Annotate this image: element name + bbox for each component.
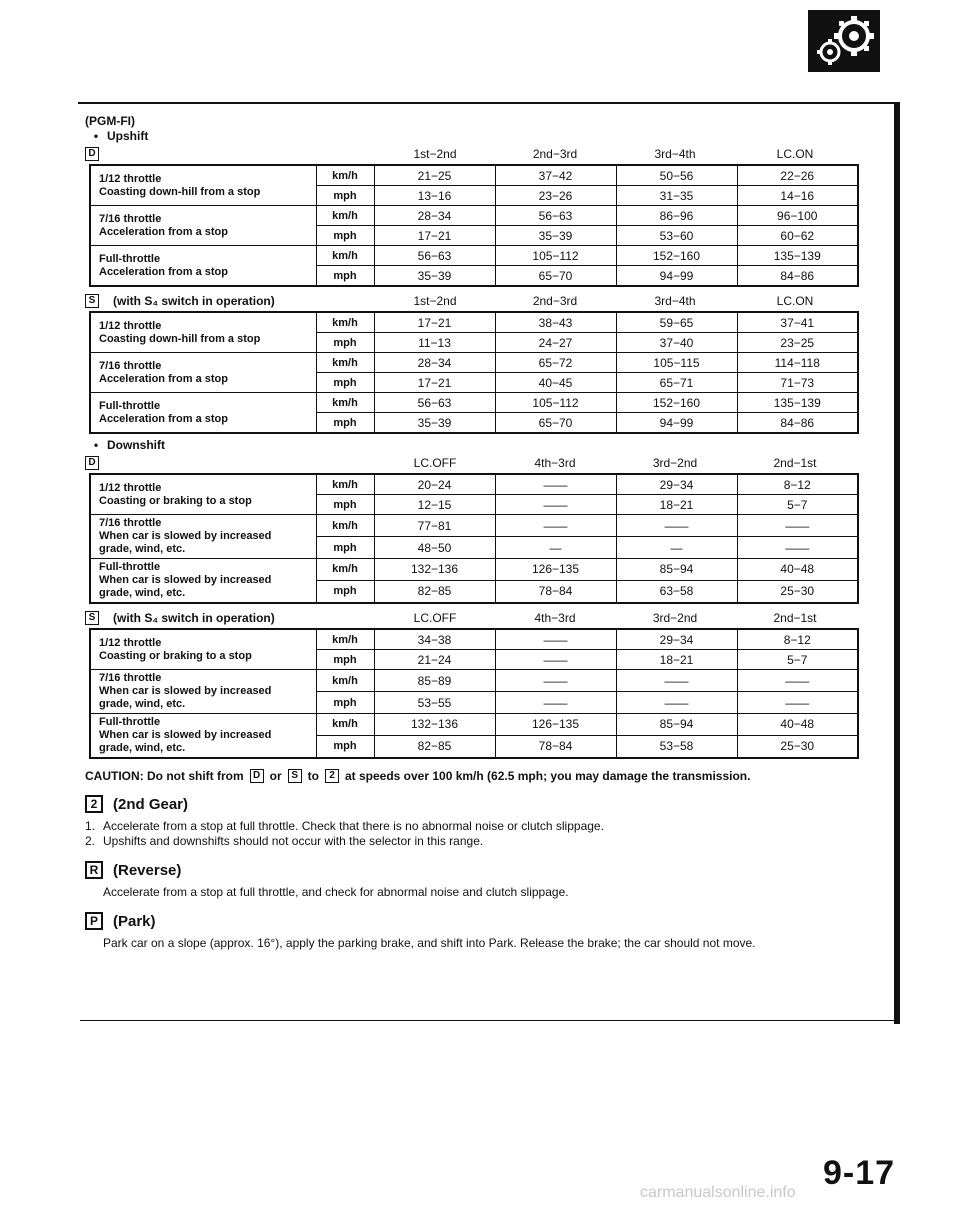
unit-cell: km/h — [316, 670, 374, 692]
downshift-s-column-header — [85, 608, 885, 628]
speed-cell: 126−135 — [495, 714, 616, 736]
speed-cell: 132−136 — [374, 559, 495, 581]
speed-cell: 21−24 — [374, 650, 495, 670]
condition-cell — [90, 246, 316, 287]
speed-cell: 29−34 — [616, 629, 737, 650]
upshift-s-table — [89, 311, 859, 434]
speed-cell: 63−58 — [616, 580, 737, 603]
table-row — [90, 670, 858, 692]
gear-2-icon: 2 — [325, 769, 339, 783]
condition-line: 7/16 throttle — [99, 359, 162, 372]
condition-line: grade, wind, etc. — [99, 543, 186, 555]
unit-cell: mph — [316, 495, 374, 515]
speed-cell: —— — [616, 692, 737, 714]
condition-line: 1/12 throttle — [99, 172, 162, 185]
gear-s-icon: S — [85, 611, 99, 625]
condition-line: Full-throttle — [99, 716, 161, 728]
condition-line: 7/16 throttle — [99, 672, 162, 684]
speed-cell: 53−58 — [616, 735, 737, 758]
bullet-icon: • — [93, 129, 99, 143]
condition-cell — [90, 353, 316, 393]
unit-cell: mph — [316, 537, 374, 559]
speed-cell: 135−139 — [737, 393, 858, 413]
col-head: 2nd−1st — [773, 611, 817, 625]
speed-cell: 31−35 — [616, 186, 737, 206]
park-title: (Park) — [113, 912, 156, 930]
speed-cell: 17−21 — [374, 312, 495, 333]
col-head: LC.ON — [776, 147, 814, 161]
mode-text: (with S₄ switch in operation) — [113, 611, 275, 625]
speed-cell: 59−65 — [616, 312, 737, 333]
page-number: 9-17 — [823, 1154, 896, 1192]
page-content — [85, 114, 885, 951]
caution-note — [85, 769, 885, 783]
park-heading — [85, 912, 885, 930]
speed-cell: 65−72 — [495, 353, 616, 373]
watermark-text: carmanualsonline.info — [640, 1184, 796, 1201]
speed-cell: — — [616, 537, 737, 559]
condition-line: 7/16 throttle — [99, 517, 162, 529]
speed-cell: 85−94 — [616, 714, 737, 736]
reverse-heading — [85, 861, 885, 879]
step-number: 1. — [85, 819, 96, 833]
speed-cell: 132−136 — [374, 714, 495, 736]
mode-text: (with S₄ switch in operation) — [113, 294, 275, 308]
table-row — [90, 393, 858, 413]
condition-line: 7/16 throttle — [99, 212, 162, 225]
speed-cell: —— — [495, 474, 616, 495]
unit-cell: mph — [316, 735, 374, 758]
gear-r-icon: R — [85, 861, 103, 879]
condition-line: Acceleration from a stop — [99, 225, 228, 238]
caution-to: to — [307, 769, 319, 783]
table-row — [90, 165, 858, 186]
speed-cell: 11−13 — [374, 333, 495, 353]
speed-cell: 78−84 — [495, 735, 616, 758]
speed-cell: 56−63 — [495, 206, 616, 226]
condition-line: grade, wind, etc. — [99, 698, 186, 710]
speed-cell: 24−27 — [495, 333, 616, 353]
mode-label — [85, 294, 317, 308]
speed-cell: —— — [737, 515, 858, 537]
speed-cell: 28−34 — [374, 206, 495, 226]
step-text: Accelerate from a stop at full throttle. Check that there is no abnormal noise or clutch slippage. — [103, 819, 604, 833]
speed-cell: 65−70 — [495, 266, 616, 287]
condition-line: Coasting down-hill from a stop — [99, 185, 261, 198]
unit-cell: km/h — [316, 353, 374, 373]
col-head: 2nd−3rd — [532, 294, 578, 308]
speed-cell: 126−135 — [495, 559, 616, 581]
speed-cell: 5−7 — [737, 650, 858, 670]
step-text: Upshifts and downshifts should not occur with the selector in this range. — [103, 834, 484, 848]
condition-line: grade, wind, etc. — [99, 587, 186, 599]
speed-cell: 23−26 — [495, 186, 616, 206]
unit-cell: mph — [316, 333, 374, 353]
speed-cell: —— — [495, 515, 616, 537]
col-head: 4th−3rd — [534, 456, 576, 470]
speed-cell: 25−30 — [737, 735, 858, 758]
downshift-d-table — [89, 473, 859, 604]
speed-cell: 25−30 — [737, 580, 858, 603]
speed-cell: 8−12 — [737, 629, 858, 650]
speed-cell: 56−63 — [374, 246, 495, 266]
caution-or: or — [269, 769, 282, 783]
unit-cell: mph — [316, 226, 374, 246]
speed-cell: 152−160 — [616, 393, 737, 413]
list-item — [85, 819, 885, 834]
col-head: 3rd−4th — [654, 147, 696, 161]
speed-cell: 53−60 — [616, 226, 737, 246]
speed-cell: 22−26 — [737, 165, 858, 186]
speed-cell: 152−160 — [616, 246, 737, 266]
col-head: 1st−2nd — [413, 294, 457, 308]
speed-cell: 105−115 — [616, 353, 737, 373]
unit-cell: km/h — [316, 515, 374, 537]
col-head: 3rd−4th — [654, 294, 696, 308]
condition-cell — [90, 670, 316, 714]
second-gear-steps — [85, 819, 885, 849]
condition-line: Coasting or braking to a stop — [99, 494, 252, 507]
reverse-title: (Reverse) — [113, 861, 182, 879]
speed-cell: 37−40 — [616, 333, 737, 353]
speed-cell: 21−25 — [374, 165, 495, 186]
gear-d-icon: D — [250, 769, 264, 783]
speed-cell: 84−86 — [737, 266, 858, 287]
speed-cell: 78−84 — [495, 580, 616, 603]
speed-cell: —— — [616, 515, 737, 537]
speed-cell: 17−21 — [374, 373, 495, 393]
speed-cell: 105−112 — [495, 393, 616, 413]
table-row — [90, 629, 858, 650]
speed-cell: 40−45 — [495, 373, 616, 393]
speed-cell: 50−56 — [616, 165, 737, 186]
gear-s-icon: S — [288, 769, 302, 783]
unit-cell: mph — [316, 186, 374, 206]
speed-cell: 96−100 — [737, 206, 858, 226]
speed-cell: — — [495, 537, 616, 559]
table-row — [90, 714, 858, 736]
condition-line: When car is slowed by increased — [99, 729, 272, 741]
speed-cell: 35−39 — [374, 413, 495, 434]
speed-cell: 23−25 — [737, 333, 858, 353]
mode-label — [85, 456, 317, 470]
upshift-heading — [85, 129, 885, 144]
speed-cell: 5−7 — [737, 495, 858, 515]
speed-cell: 18−21 — [616, 650, 737, 670]
unit-cell: km/h — [316, 474, 374, 495]
upshift-d-table — [89, 164, 859, 287]
table-row — [90, 246, 858, 266]
condition-line: Acceleration from a stop — [99, 412, 228, 425]
speed-cell: —— — [616, 670, 737, 692]
speed-cell: —— — [737, 670, 858, 692]
reverse-text: Accelerate from a stop at full throttle, and check for abnormal noise and clutch slippage. — [103, 885, 569, 899]
col-head: LC.OFF — [413, 456, 457, 470]
condition-line: grade, wind, etc. — [99, 742, 186, 754]
col-head: 1st−2nd — [413, 147, 457, 161]
unit-cell: mph — [316, 266, 374, 287]
unit-cell: km/h — [316, 393, 374, 413]
condition-line: When car is slowed by increased — [99, 530, 272, 542]
condition-line: 1/12 throttle — [99, 481, 162, 494]
second-gear-title: (2nd Gear) — [113, 795, 189, 813]
downshift-s-table — [89, 628, 859, 759]
speed-cell: 37−41 — [737, 312, 858, 333]
top-rule — [78, 102, 900, 104]
caution-suffix: at speeds over 100 km/h (62.5 mph; you may damage the transmission. — [344, 769, 751, 783]
speed-cell: 48−50 — [374, 537, 495, 559]
col-head: 3rd−2nd — [652, 611, 698, 625]
condition-line: Full-throttle — [99, 399, 161, 412]
table-row — [90, 353, 858, 373]
mode-label — [85, 611, 317, 625]
condition-line: When car is slowed by increased — [99, 685, 272, 697]
downshift-d-column-header — [85, 453, 885, 473]
downshift-heading — [85, 438, 885, 453]
speed-cell: 65−70 — [495, 413, 616, 434]
speed-cell: 86−96 — [616, 206, 737, 226]
speed-cell: 40−48 — [737, 714, 858, 736]
condition-line: When car is slowed by increased — [99, 574, 272, 586]
list-item — [85, 834, 885, 849]
unit-cell: km/h — [316, 629, 374, 650]
speed-cell: 85−89 — [374, 670, 495, 692]
speed-cell: 13−16 — [374, 186, 495, 206]
unit-cell: mph — [316, 373, 374, 393]
unit-cell: mph — [316, 650, 374, 670]
speed-cell: 94−99 — [616, 266, 737, 287]
condition-line: Coasting down-hill from a stop — [99, 332, 261, 345]
speed-cell: —— — [495, 650, 616, 670]
speed-cell: 82−85 — [374, 735, 495, 758]
unit-cell: km/h — [316, 206, 374, 226]
speed-cell: —— — [737, 537, 858, 559]
condition-line: Full-throttle — [99, 252, 161, 265]
upshift-label: Upshift — [107, 129, 149, 143]
speed-cell: 56−63 — [374, 393, 495, 413]
unit-cell: mph — [316, 692, 374, 714]
condition-line: 1/12 throttle — [99, 319, 162, 332]
speed-cell: 35−39 — [374, 266, 495, 287]
speed-cell: 60−62 — [737, 226, 858, 246]
col-head: LC.ON — [776, 294, 814, 308]
bottom-rule — [80, 1020, 900, 1021]
speed-cell: 114−118 — [737, 353, 858, 373]
speed-cell: 82−85 — [374, 580, 495, 603]
unit-cell: km/h — [316, 559, 374, 581]
speed-cell: 17−21 — [374, 226, 495, 246]
speed-cell: 85−94 — [616, 559, 737, 581]
condition-cell — [90, 312, 316, 353]
upshift-d-column-header — [85, 144, 885, 164]
col-head: LC.OFF — [413, 611, 457, 625]
condition-cell — [90, 559, 316, 604]
unit-cell: km/h — [316, 312, 374, 333]
gear-s-icon: S — [85, 294, 99, 308]
speed-cell: 40−48 — [737, 559, 858, 581]
speed-cell: 65−71 — [616, 373, 737, 393]
speed-cell: 71−73 — [737, 373, 858, 393]
speed-cell: —— — [737, 692, 858, 714]
gear-d-icon: D — [85, 456, 99, 470]
speed-cell: 8−12 — [737, 474, 858, 495]
gear-p-icon: P — [85, 912, 103, 930]
col-head: 2nd−1st — [773, 456, 817, 470]
speed-cell: 77−81 — [374, 515, 495, 537]
condition-line: Full-throttle — [99, 561, 161, 573]
upshift-s-column-header — [85, 291, 885, 311]
col-head: 3rd−2nd — [652, 456, 698, 470]
unit-cell: km/h — [316, 714, 374, 736]
condition-line: 1/12 throttle — [99, 636, 162, 649]
right-border-bar — [894, 102, 900, 1024]
table-row — [90, 206, 858, 226]
condition-cell — [90, 629, 316, 670]
section-logo-icon — [808, 10, 880, 72]
speed-cell: 84−86 — [737, 413, 858, 434]
speed-cell: 34−38 — [374, 629, 495, 650]
step-number: 2. — [85, 834, 96, 848]
bullet-icon: • — [93, 438, 99, 452]
speed-cell: 18−21 — [616, 495, 737, 515]
speed-cell: 38−43 — [495, 312, 616, 333]
speed-cell: 12−15 — [374, 495, 495, 515]
speed-cell: 37−42 — [495, 165, 616, 186]
table-row — [90, 515, 858, 537]
condition-cell — [90, 714, 316, 759]
speed-cell: 14−16 — [737, 186, 858, 206]
unit-cell: mph — [316, 580, 374, 603]
speed-cell: 28−34 — [374, 353, 495, 373]
mode-label — [85, 147, 317, 161]
speed-cell: 135−139 — [737, 246, 858, 266]
condition-cell — [90, 165, 316, 206]
condition-line: Coasting or braking to a stop — [99, 649, 252, 662]
speed-cell: 20−24 — [374, 474, 495, 495]
gear-d-icon: D — [85, 147, 99, 161]
col-head: 2nd−3rd — [532, 147, 578, 161]
unit-cell: km/h — [316, 165, 374, 186]
speed-cell: 94−99 — [616, 413, 737, 434]
unit-cell: km/h — [316, 246, 374, 266]
park-text: Park car on a slope (approx. 16°), apply the parking brake, and shift into Park. Release the brake; the car should not move. — [103, 936, 756, 950]
condition-cell — [90, 515, 316, 559]
condition-cell — [90, 474, 316, 515]
col-head: 4th−3rd — [534, 611, 576, 625]
speed-cell: 105−112 — [495, 246, 616, 266]
condition-cell — [90, 206, 316, 246]
caution-prefix: CAUTION: Do not shift from — [85, 769, 244, 783]
table-row — [90, 312, 858, 333]
condition-cell — [90, 393, 316, 434]
unit-cell: mph — [316, 413, 374, 434]
table-row — [90, 559, 858, 581]
speed-cell: 29−34 — [616, 474, 737, 495]
speed-cell: —— — [495, 495, 616, 515]
condition-line: Acceleration from a stop — [99, 372, 228, 385]
speed-cell: 35−39 — [495, 226, 616, 246]
condition-line: Acceleration from a stop — [99, 265, 228, 278]
speed-cell: —— — [495, 629, 616, 650]
gear-2-icon: 2 — [85, 795, 103, 813]
speed-cell: —— — [495, 692, 616, 714]
speed-cell: 53−55 — [374, 692, 495, 714]
second-gear-heading — [85, 795, 885, 813]
downshift-label: Downshift — [107, 438, 165, 452]
speed-cell: —— — [495, 670, 616, 692]
section-label: (PGM-FI) — [85, 114, 135, 128]
table-row — [90, 474, 858, 495]
